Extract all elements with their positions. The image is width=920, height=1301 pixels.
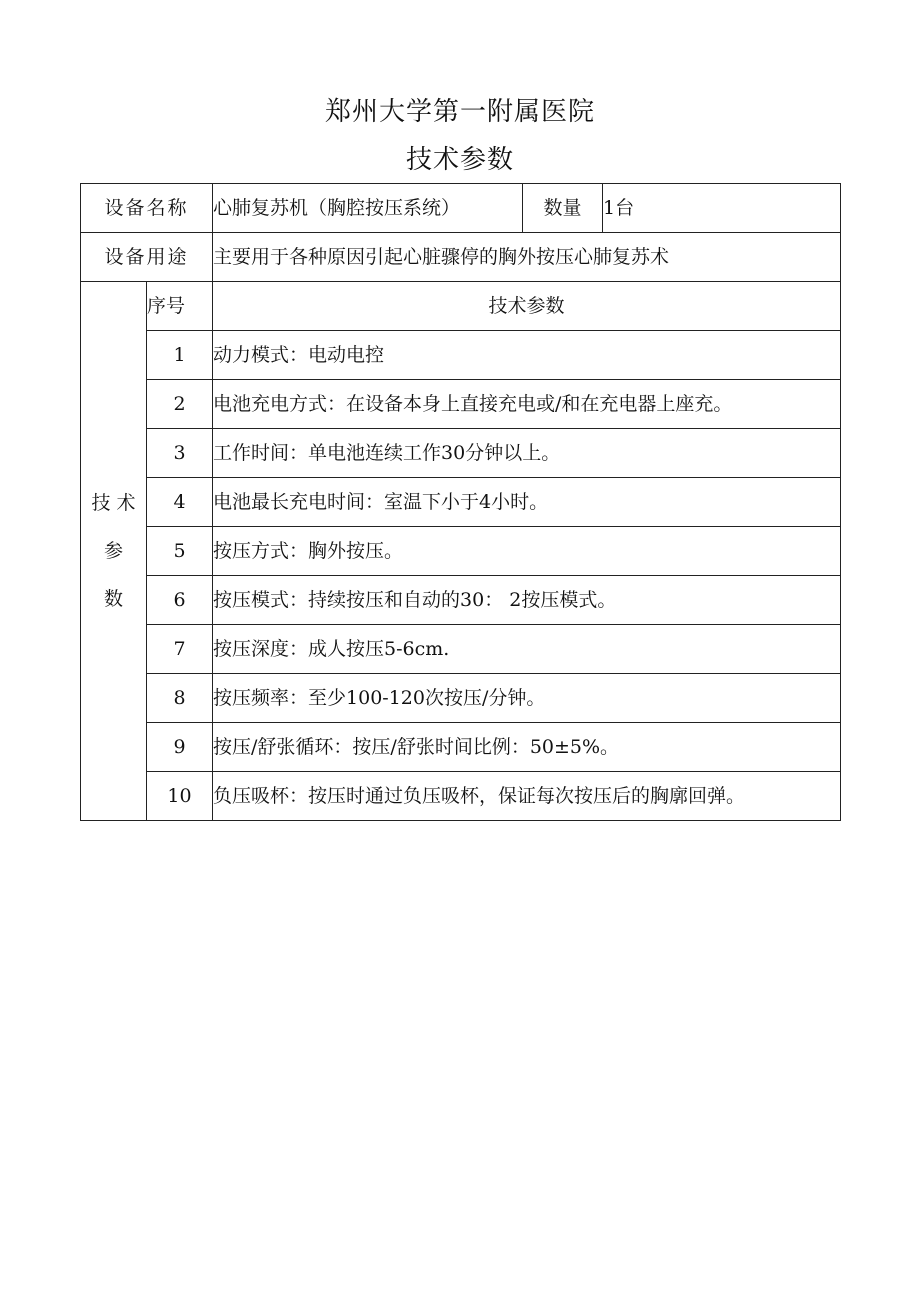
param-number: 8 <box>147 674 213 723</box>
param-row <box>81 478 841 527</box>
param-text: 电池充电方式：在设备本身上直接充电或/和在充电器上座充。 <box>213 380 841 429</box>
hospital-name: 郑州大学第一附属医院 <box>324 97 595 127</box>
document-title: 技术参数 <box>405 145 514 175</box>
param-row <box>81 331 841 380</box>
device-use-value: 主要用于各种原因引起心脏骤停的胸外按压心肺复苏术 <box>213 233 841 282</box>
param-number: 7 <box>147 625 213 674</box>
quantity-value: 1台 <box>603 184 841 233</box>
param-row <box>81 429 841 478</box>
device-name-value: 心肺复苏机（胸腔按压系统） <box>213 184 523 233</box>
side-label-line-1: 技 术 <box>91 492 136 514</box>
param-row <box>81 772 841 821</box>
param-number: 3 <box>147 429 213 478</box>
device-name-row <box>81 184 841 233</box>
param-text: 按压/舒张循环：按压/舒张时间比例：50±5%。 <box>213 723 841 772</box>
param-number: 6 <box>147 576 213 625</box>
param-text: 电池最长充电时间：室温下小于4小时。 <box>213 478 841 527</box>
param-number: 4 <box>147 478 213 527</box>
param-text: 按压方式：胸外按压。 <box>213 527 841 576</box>
param-text: 按压频率：至少100-120次按压/分钟。 <box>213 674 841 723</box>
param-number: 2 <box>147 380 213 429</box>
params-header-row <box>81 282 841 331</box>
param-row <box>81 723 841 772</box>
quantity-label: 数量 <box>523 184 603 233</box>
param-header: 技术参数 <box>213 282 841 331</box>
param-text: 工作时间：单电池连续工作30分钟以上。 <box>213 429 841 478</box>
param-row <box>81 380 841 429</box>
param-number: 10 <box>147 772 213 821</box>
param-text: 动力模式：电动电控 <box>213 331 841 380</box>
side-label-line-3: 数 <box>103 588 123 610</box>
param-text: 负压吸杯：按压时通过负压吸杯，保证每次按压后的胸廓回弹。 <box>213 772 841 821</box>
param-number: 5 <box>147 527 213 576</box>
spec-table <box>80 183 841 821</box>
device-use-row <box>81 233 841 282</box>
param-row <box>81 527 841 576</box>
param-text: 按压深度：成人按压5-6cm. <box>213 625 841 674</box>
param-text: 按压模式：持续按压和自动的30： 2按压模式。 <box>213 576 841 625</box>
param-number: 9 <box>147 723 213 772</box>
param-number: 1 <box>147 331 213 380</box>
device-use-label: 设备用途 <box>81 233 213 282</box>
param-row <box>81 625 841 674</box>
seq-header: 序号 <box>147 282 213 331</box>
tech-params-side-label <box>81 282 147 821</box>
param-row <box>81 576 841 625</box>
param-row <box>81 674 841 723</box>
side-label-line-2: 参 <box>103 540 123 562</box>
device-name-label: 设备名称 <box>81 184 213 233</box>
